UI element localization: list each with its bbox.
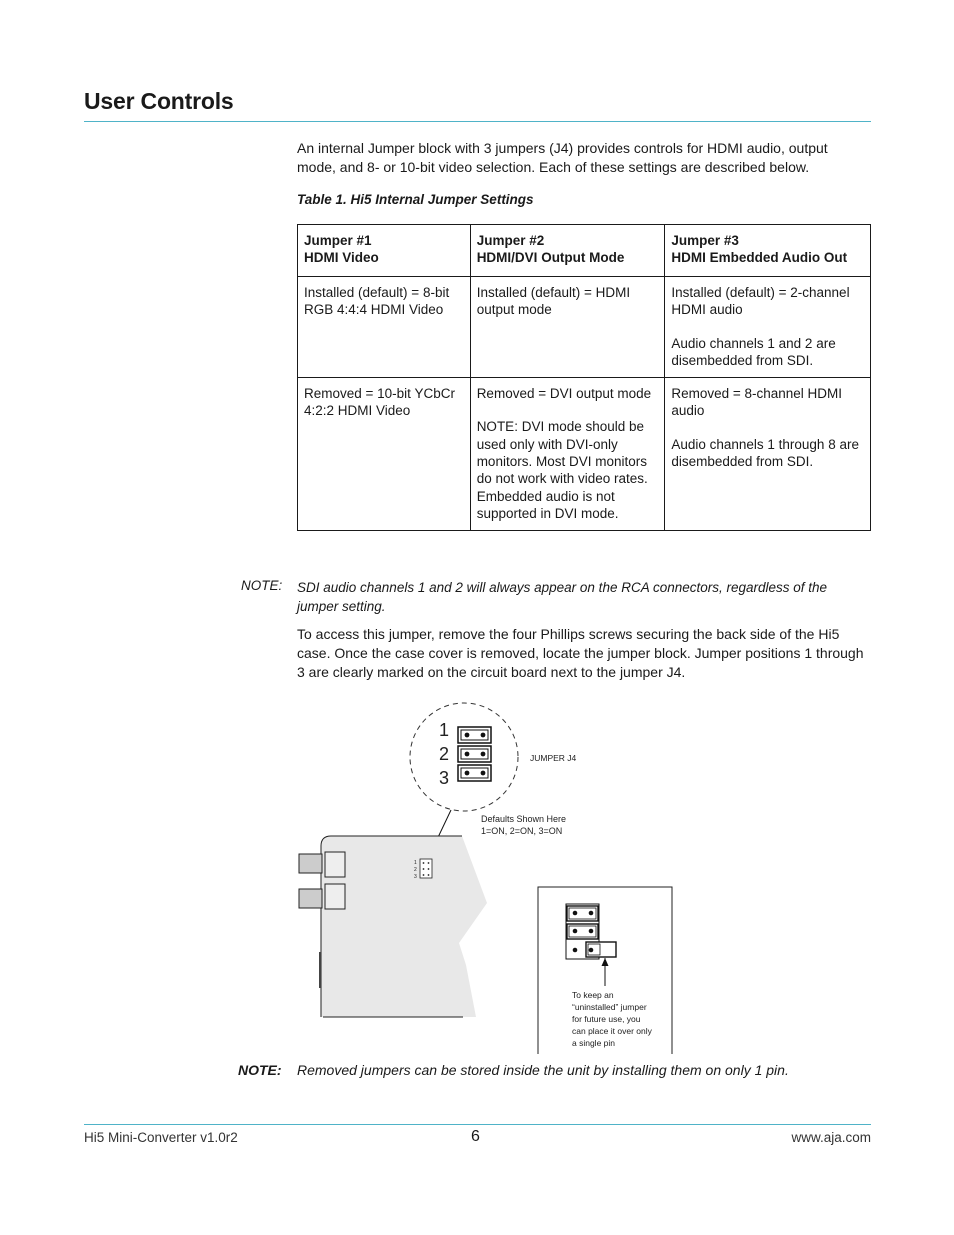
storage-caption-4: can place it over only — [572, 1026, 652, 1036]
table-cell — [298, 378, 471, 531]
table-cell — [665, 378, 871, 531]
cell-text: Installed (default) = 8-bit RGB 4:4:4 HDMI Video — [304, 285, 450, 318]
note-text: SDI audio channels 1 and 2 will always appear on the RCA connectors, regardless of the jumper setting. — [297, 580, 828, 614]
header-rule — [84, 121, 871, 122]
table-caption: Table 1. Hi5 Internal Jumper Settings — [297, 192, 534, 207]
jumper-diagram — [290, 700, 690, 1060]
jumper-block-large — [458, 727, 491, 781]
table-cell — [298, 277, 471, 378]
circuit-board — [321, 836, 487, 1017]
board-pos-1: 1 — [414, 860, 417, 866]
table-row-installed — [298, 277, 871, 378]
page-title: User Controls — [84, 88, 234, 114]
defaults-caption-2: 1=ON, 2=ON, 3=ON — [481, 826, 563, 836]
storage-caption-5: a single pin — [572, 1038, 616, 1048]
footer-website-link[interactable]: www.aja.com — [791, 1130, 871, 1145]
jumper-block-small — [420, 859, 432, 878]
cell-text: Audio channels 1 and 2 are disembedded from SDI. — [671, 335, 836, 368]
cell-text: Installed (default) = HDMI output mode — [476, 285, 631, 318]
position-label-1: 1 — [439, 720, 450, 740]
position-label-2: 2 — [439, 744, 450, 764]
cell-text: Audio channels 1 through 8 are disembedded from SDI. — [671, 436, 859, 470]
footer-rule — [84, 1124, 871, 1125]
storage-caption-2: “uninstalled” jumper — [572, 1002, 647, 1012]
header-jumper-3: Jumper #3 HDMI Embedded Audio Out — [665, 225, 871, 277]
board-pos-2: 2 — [414, 867, 417, 873]
jumper-settings-table — [297, 224, 871, 531]
board-pos-3: 3 — [414, 874, 417, 880]
footer-doc-title: Hi5 Mini-Converter v1.0r2 — [84, 1130, 238, 1145]
jumper-j4-label: JUMPER J4 — [530, 753, 577, 763]
table-cell — [470, 277, 665, 378]
storage-caption-1: To keep an — [572, 990, 614, 1000]
position-label-3: 3 — [439, 768, 450, 788]
cell-text: Removed = 10-bit YCbCr 4:2:2 HDMI Video — [304, 386, 455, 419]
access-paragraph: To access this jumper, remove the four Phillips screws securing the back side of the Hi5 case. Once the case cover is removed, locate the jumper block. Jumper positions 1 through 3 are clearly marked on the circuit board next to the jumper J4. — [297, 626, 864, 680]
cell-text: Removed = DVI output mode — [476, 386, 652, 402]
table-header-row — [298, 225, 871, 277]
page-number: 6 — [471, 1128, 480, 1145]
table-cell — [665, 277, 871, 378]
note2-label: NOTE: — [238, 1062, 282, 1078]
arrowhead-up — [602, 958, 609, 966]
header-jumper-1: Jumper #1 HDMI Video — [298, 225, 471, 277]
intro-paragraph: An internal Jumper block with 3 jumpers (J4) provides controls for HDMI audio, output mode, and 8- or 10-bit video selection. Each of these settings are described below. — [297, 140, 828, 175]
note-label: NOTE: — [241, 578, 283, 593]
header-jumper-2: Jumper #2 HDMI/DVI Output Mode — [470, 225, 665, 277]
defaults-caption-1: Defaults Shown Here — [481, 814, 567, 824]
cell-text: NOTE: DVI mode should be used only with DVI-only monitors. Most DVI monitors do not work with video rates. Embedded audio is not supported in DVI mode. — [476, 419, 648, 521]
storage-caption-3: for future use, you — [572, 1014, 641, 1024]
table-cell — [470, 378, 665, 531]
table-row-removed — [298, 378, 871, 531]
cell-text: Removed = 8-channel HDMI audio — [671, 386, 843, 419]
cell-text: Installed (default) = 2-channel HDMI audio — [671, 285, 850, 318]
note2-text: Removed jumpers can be stored inside the unit by installing them on only 1 pin. — [297, 1062, 789, 1078]
